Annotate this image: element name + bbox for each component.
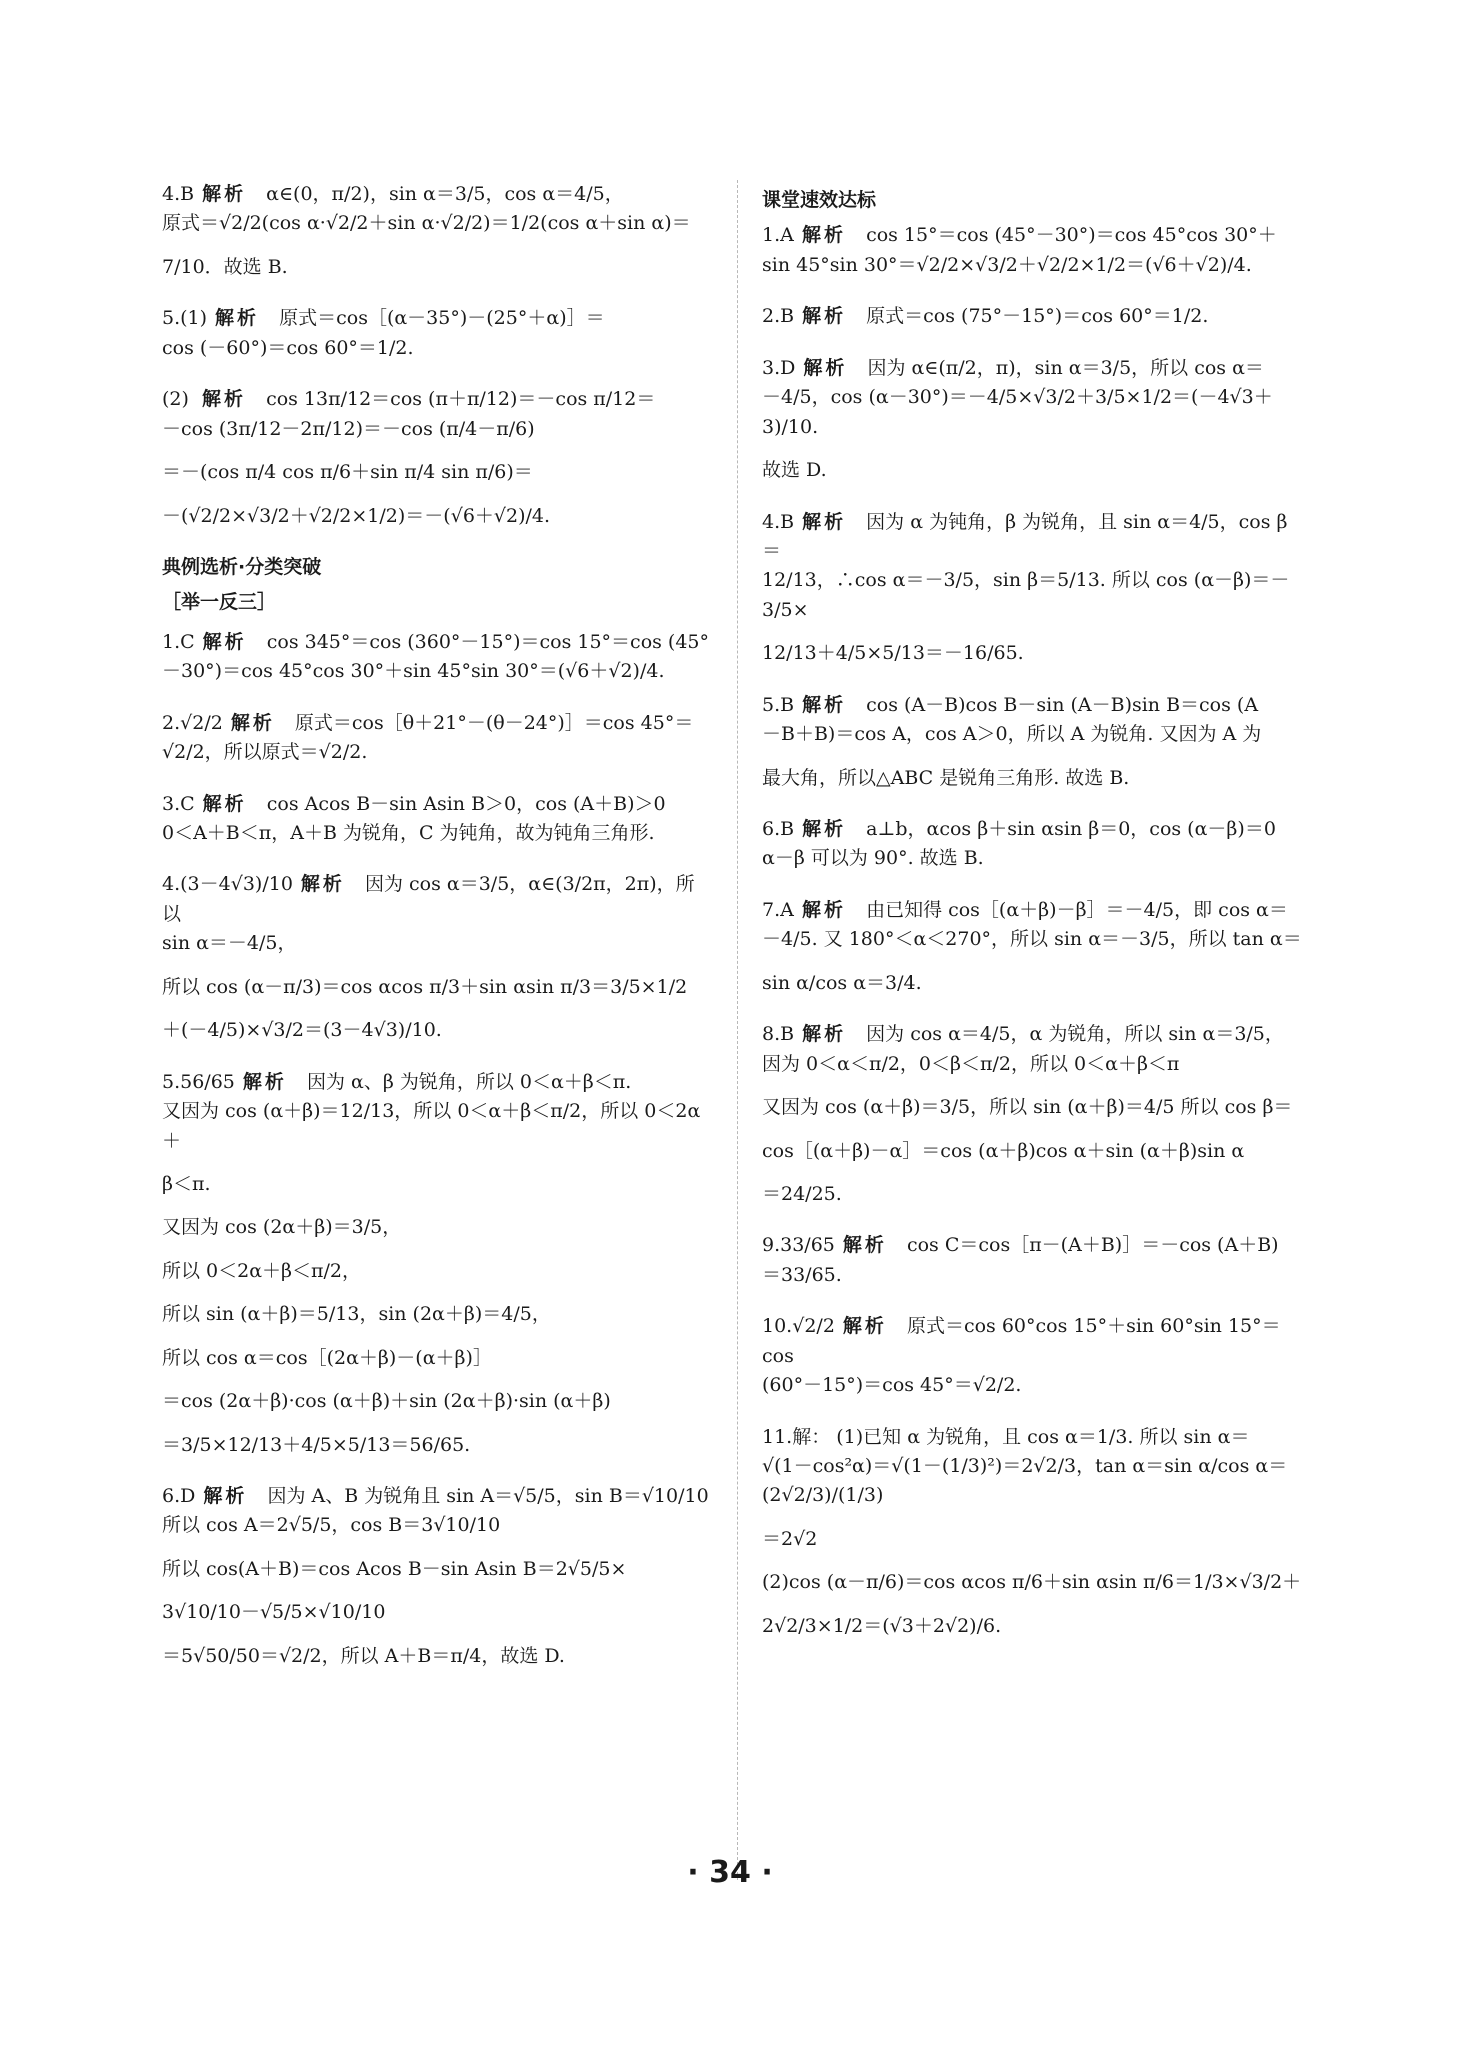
answer-line: cos (－60°)＝cos 60°＝1/2. bbox=[162, 336, 414, 359]
answer-item bbox=[762, 691, 1304, 793]
answer-item bbox=[162, 1068, 712, 1460]
answer-label: 5.56/65 bbox=[162, 1070, 235, 1093]
answer-item bbox=[162, 709, 712, 768]
analysis-keyword: 解析 bbox=[203, 1485, 248, 1507]
answer-line: 12/13＋4/5×5/13＝－16/65. bbox=[762, 642, 1024, 665]
analysis-keyword: 解析 bbox=[202, 630, 247, 653]
answer-line: 所以 cos A＝2√5/5，cos B＝3√10/10 bbox=[162, 1514, 501, 1537]
answer-item bbox=[762, 354, 1304, 486]
answer-line: 因为 α 为钝角，β 为锐角，且 sin α＝4/5，cos β＝ bbox=[762, 510, 1288, 562]
answer-line: ＝2√2 bbox=[762, 1527, 818, 1550]
answer-line: 所以 cos α＝cos［(2α＋β)－(α＋β)］ bbox=[162, 1346, 492, 1369]
analysis-keyword: 解析 bbox=[215, 307, 260, 330]
answer-item bbox=[762, 221, 1304, 280]
answer-line: ＝3/5×12/13＋4/5×5/13＝56/65. bbox=[162, 1433, 471, 1456]
analysis-keyword: 解析 bbox=[802, 898, 847, 921]
answer-label: (2) bbox=[162, 388, 189, 411]
answer-line: 原式＝cos 60°cos 15°＋sin 60°sin 15°＝cos bbox=[762, 1315, 1281, 1367]
answer-line: √2/2，所以原式＝√2/2. bbox=[162, 741, 368, 764]
answer-line: 所以 cos (α－π/3)＝cos αcos π/3＋sin αsin π/3＝3/5×1/2 bbox=[162, 975, 688, 998]
answer-line: √(1－cos²α)＝√(1－(1/3)²)＝2√2/3，tan α＝sin α/cos α＝(2√2/3)/(1/3) bbox=[762, 1455, 1288, 1507]
answer-line: 故选 D. bbox=[762, 459, 827, 482]
answer-label: 7.A bbox=[762, 898, 794, 921]
answer-line: α∈(0，π/2)，sin α＝3/5，cos α＝4/5， bbox=[266, 183, 624, 205]
answer-line: 所以 cos(A＋B)＝cos Acos B－sin Asin B＝2√5/5× bbox=[162, 1557, 627, 1580]
answer-item bbox=[762, 1020, 1304, 1209]
answer-label: 8.B bbox=[762, 1023, 795, 1046]
analysis-keyword: 解析 bbox=[802, 510, 847, 533]
answer-line: 原式＝cos［θ＋21°－(θ－24°)］＝cos 45°＝ bbox=[294, 711, 694, 734]
answer-line: 2√2/3×1/2＝(√3＋2√2)/6. bbox=[762, 1614, 1002, 1637]
answer-label: 2.√2/2 bbox=[162, 711, 223, 734]
answer-item bbox=[762, 1312, 1304, 1400]
left-column bbox=[162, 180, 712, 1693]
answer-line: cos C＝cos［π－(A＋B)］＝－cos (A＋B) bbox=[906, 1234, 1279, 1257]
answer-line: sin α＝－4/5， bbox=[162, 932, 297, 955]
answer-line: (60°－15°)＝cos 45°＝√2/2. bbox=[762, 1374, 1022, 1397]
answer-line: －B＋B)＝cos A，cos A＞0，所以 A 为锐角. 又因为 A 为 bbox=[762, 723, 1262, 746]
answer-line: －30°)＝cos 45°cos 30°＋sin 45°sin 30°＝(√6＋√2)/4. bbox=[162, 660, 665, 683]
answer-line: cos Acos B－sin Asin B＞0，cos (A＋B)＞0 bbox=[266, 792, 666, 815]
answer-item bbox=[162, 1482, 712, 1671]
answer-label: 10.√2/2 bbox=[762, 1315, 835, 1338]
answer-line: 0＜A＋B＜π，A＋B 为锐角，C 为钝角，故为钝角三角形. bbox=[162, 822, 655, 844]
answer-line: －cos (3π/12－2π/12)＝－cos (π/4－π/6) bbox=[162, 417, 535, 440]
answer-line: 因为 α、β 为锐角，所以 0＜α＋β＜π. bbox=[306, 1070, 632, 1093]
section-heading: 典例选析·分类突破 bbox=[162, 555, 322, 578]
answer-item bbox=[762, 508, 1304, 669]
answer-line: 最大角，所以△ABC 是锐角三角形. 故选 B. bbox=[762, 766, 1130, 789]
answer-line: 又因为 cos (α＋β)＝12/13，所以 0＜α＋β＜π/2，所以 0＜2α＋ bbox=[162, 1100, 701, 1152]
answer-line: 所以 sin (α＋β)＝5/13，sin (2α＋β)＝4/5， bbox=[162, 1303, 551, 1326]
answer-line: 又因为 cos (2α＋β)＝3/5， bbox=[162, 1216, 402, 1239]
right-column bbox=[762, 180, 1304, 1663]
answer-line: ＝－(cos π/4 cos π/6＋sin π/4 sin π/6)＝ bbox=[162, 461, 533, 484]
answer-line: a⊥b，αcos β＋sin αsin β＝0，cos (α－β)＝0 bbox=[866, 818, 1276, 840]
answer-line: cos (A－B)cos B－sin (A－B)sin B＝cos (A bbox=[866, 693, 1259, 716]
answer-label: 4.B bbox=[762, 510, 795, 533]
subsection-heading: ［举一反三］ bbox=[162, 591, 277, 614]
answer-item bbox=[762, 302, 1304, 331]
answer-label: 1.C bbox=[162, 630, 195, 653]
analysis-keyword: 解析 bbox=[802, 305, 847, 328]
answer-item bbox=[762, 1231, 1304, 1290]
answer-line: 又因为 cos (α＋β)＝3/5，所以 sin (α＋β)＝4/5 所以 cos β＝ bbox=[762, 1096, 1293, 1119]
answer-item bbox=[162, 180, 712, 282]
answer-label: 11.解： bbox=[762, 1425, 831, 1448]
answer-line: －4/5，cos (α－30°)＝－4/5×√3/2＋3/5×1/2＝(－4√3＋3)/10. bbox=[762, 386, 1273, 438]
answer-line: 由已知得 cos［(α＋β)－β］＝－4/5，即 cos α＝ bbox=[866, 898, 1288, 921]
answer-line: ＝24/25. bbox=[762, 1182, 842, 1205]
answer-line: cos 13π/12＝cos (π＋π/12)＝－cos π/12＝ bbox=[266, 388, 656, 411]
answer-line: cos 15°＝cos (45°－30°)＝cos 45°cos 30°＋ bbox=[866, 224, 1277, 247]
answer-item bbox=[162, 304, 712, 363]
column-divider bbox=[737, 180, 738, 1880]
section-heading: 课堂速效达标 bbox=[762, 189, 877, 211]
answer-item bbox=[162, 870, 712, 1045]
answer-line: 因为 cos α＝4/5，α 为锐角，所以 sin α＝3/5， bbox=[866, 1023, 1284, 1046]
answer-line: 原式＝cos (75°－15°)＝cos 60°＝1/2. bbox=[866, 305, 1209, 328]
answer-line: sin α/cos α＝3/4. bbox=[762, 971, 922, 994]
analysis-keyword: 解析 bbox=[202, 792, 247, 815]
answer-line: ＋(－4/5)×√3/2＝(3－4√3)/10. bbox=[162, 1019, 442, 1042]
analysis-keyword: 解析 bbox=[202, 183, 247, 205]
answer-line: 7/10．故选 B. bbox=[162, 255, 288, 278]
answer-item bbox=[762, 896, 1304, 998]
answer-label: 3.D bbox=[762, 356, 796, 379]
page-number: · 34 · bbox=[687, 1855, 773, 1890]
answer-item bbox=[162, 790, 712, 849]
analysis-keyword: 解析 bbox=[230, 711, 275, 734]
answer-line: cos 345°＝cos (360°－15°)＝cos 15°＝cos (45° bbox=[266, 630, 710, 653]
answer-label: 2.B bbox=[762, 305, 795, 328]
answer-line: (1)已知 α 为锐角，且 cos α＝1/3. 所以 sin α＝ bbox=[836, 1425, 1250, 1448]
answer-line: 原式＝cos［(α－35°)－(25°＋α)］＝ bbox=[279, 307, 605, 330]
answer-label: 4.B bbox=[162, 183, 195, 205]
answer-item bbox=[762, 815, 1304, 874]
analysis-keyword: 解析 bbox=[802, 1023, 847, 1046]
answer-line: ＝cos (2α＋β)·cos (α＋β)＋sin (2α＋β)·sin (α＋β) bbox=[162, 1390, 611, 1413]
analysis-keyword: 解析 bbox=[202, 388, 247, 411]
analysis-keyword: 解析 bbox=[802, 224, 847, 247]
answer-line: 因为 0＜α＜π/2，0＜β＜π/2，所以 0＜α＋β＜π bbox=[762, 1052, 1180, 1075]
answer-line: 12/13，∴cos α＝－3/5，sin β＝5/13. 所以 cos (α－β)＝－3/5× bbox=[762, 569, 1290, 621]
analysis-keyword: 解析 bbox=[300, 873, 345, 896]
answer-label: 5.(1) bbox=[162, 307, 208, 330]
answer-line: 因为 A、B 为锐角且 sin A＝√5/5，sin B＝√10/10 bbox=[267, 1485, 709, 1507]
analysis-keyword: 解析 bbox=[242, 1070, 287, 1093]
answer-label: 1.A bbox=[762, 224, 794, 247]
answer-item bbox=[762, 1423, 1304, 1642]
answer-label: 6.B bbox=[762, 818, 795, 840]
answer-item bbox=[162, 385, 712, 531]
answer-line: 原式＝√2/2(cos α·√2/2＋sin α·√2/2)＝1/2(cos α＋sin α)＝ bbox=[162, 212, 691, 235]
answer-line: 因为 cos α＝3/5，α∈(3/2π，2π)，所以 bbox=[162, 873, 695, 925]
answer-label: 9.33/65 bbox=[762, 1234, 835, 1257]
answer-line: cos［(α＋β)－α］＝cos (α＋β)cos α＋sin (α＋β)sin α bbox=[762, 1139, 1245, 1162]
answer-item bbox=[162, 628, 712, 687]
answer-line: α－β 可以为 90°. 故选 B. bbox=[762, 847, 984, 870]
answer-line: sin 45°sin 30°＝√2/2×√3/2＋√2/2×1/2＝(√6＋√2)/4. bbox=[762, 253, 1252, 276]
analysis-keyword: 解析 bbox=[803, 356, 848, 379]
answer-line: ＝33/65. bbox=[762, 1263, 842, 1286]
analysis-keyword: 解析 bbox=[802, 818, 847, 840]
answer-line: －4/5. 又 180°＜α＜270°，所以 sin α＝－3/5，所以 tan α＝ bbox=[762, 928, 1302, 951]
analysis-keyword: 解析 bbox=[842, 1234, 887, 1257]
analysis-keyword: 解析 bbox=[842, 1315, 887, 1338]
answer-line: β＜π. bbox=[162, 1172, 211, 1195]
answer-line: 所以 0＜2α＋β＜π/2， bbox=[162, 1259, 362, 1282]
answer-label: 3.C bbox=[162, 792, 195, 815]
answer-line: －(√2/2×√3/2＋√2/2×1/2)＝－(√6＋√2)/4. bbox=[162, 504, 551, 527]
answer-line: ＝5√50/50＝√2/2，所以 A＋B＝π/4，故选 D. bbox=[162, 1644, 565, 1667]
answer-line: (2)cos (α－π/6)＝cos αcos π/6＋sin αsin π/6＝1/3×√3/2＋ bbox=[762, 1571, 1302, 1594]
answer-line: 因为 α∈(π/2，π)，sin α＝3/5，所以 cos α＝ bbox=[867, 356, 1264, 379]
answer-label: 4.(3－4√3)/10 bbox=[162, 873, 293, 896]
answer-label: 6.D bbox=[162, 1485, 196, 1507]
answer-line: 3√10/10－√5/5×√10/10 bbox=[162, 1601, 386, 1624]
answer-label: 5.B bbox=[762, 693, 795, 716]
analysis-keyword: 解析 bbox=[802, 693, 847, 716]
